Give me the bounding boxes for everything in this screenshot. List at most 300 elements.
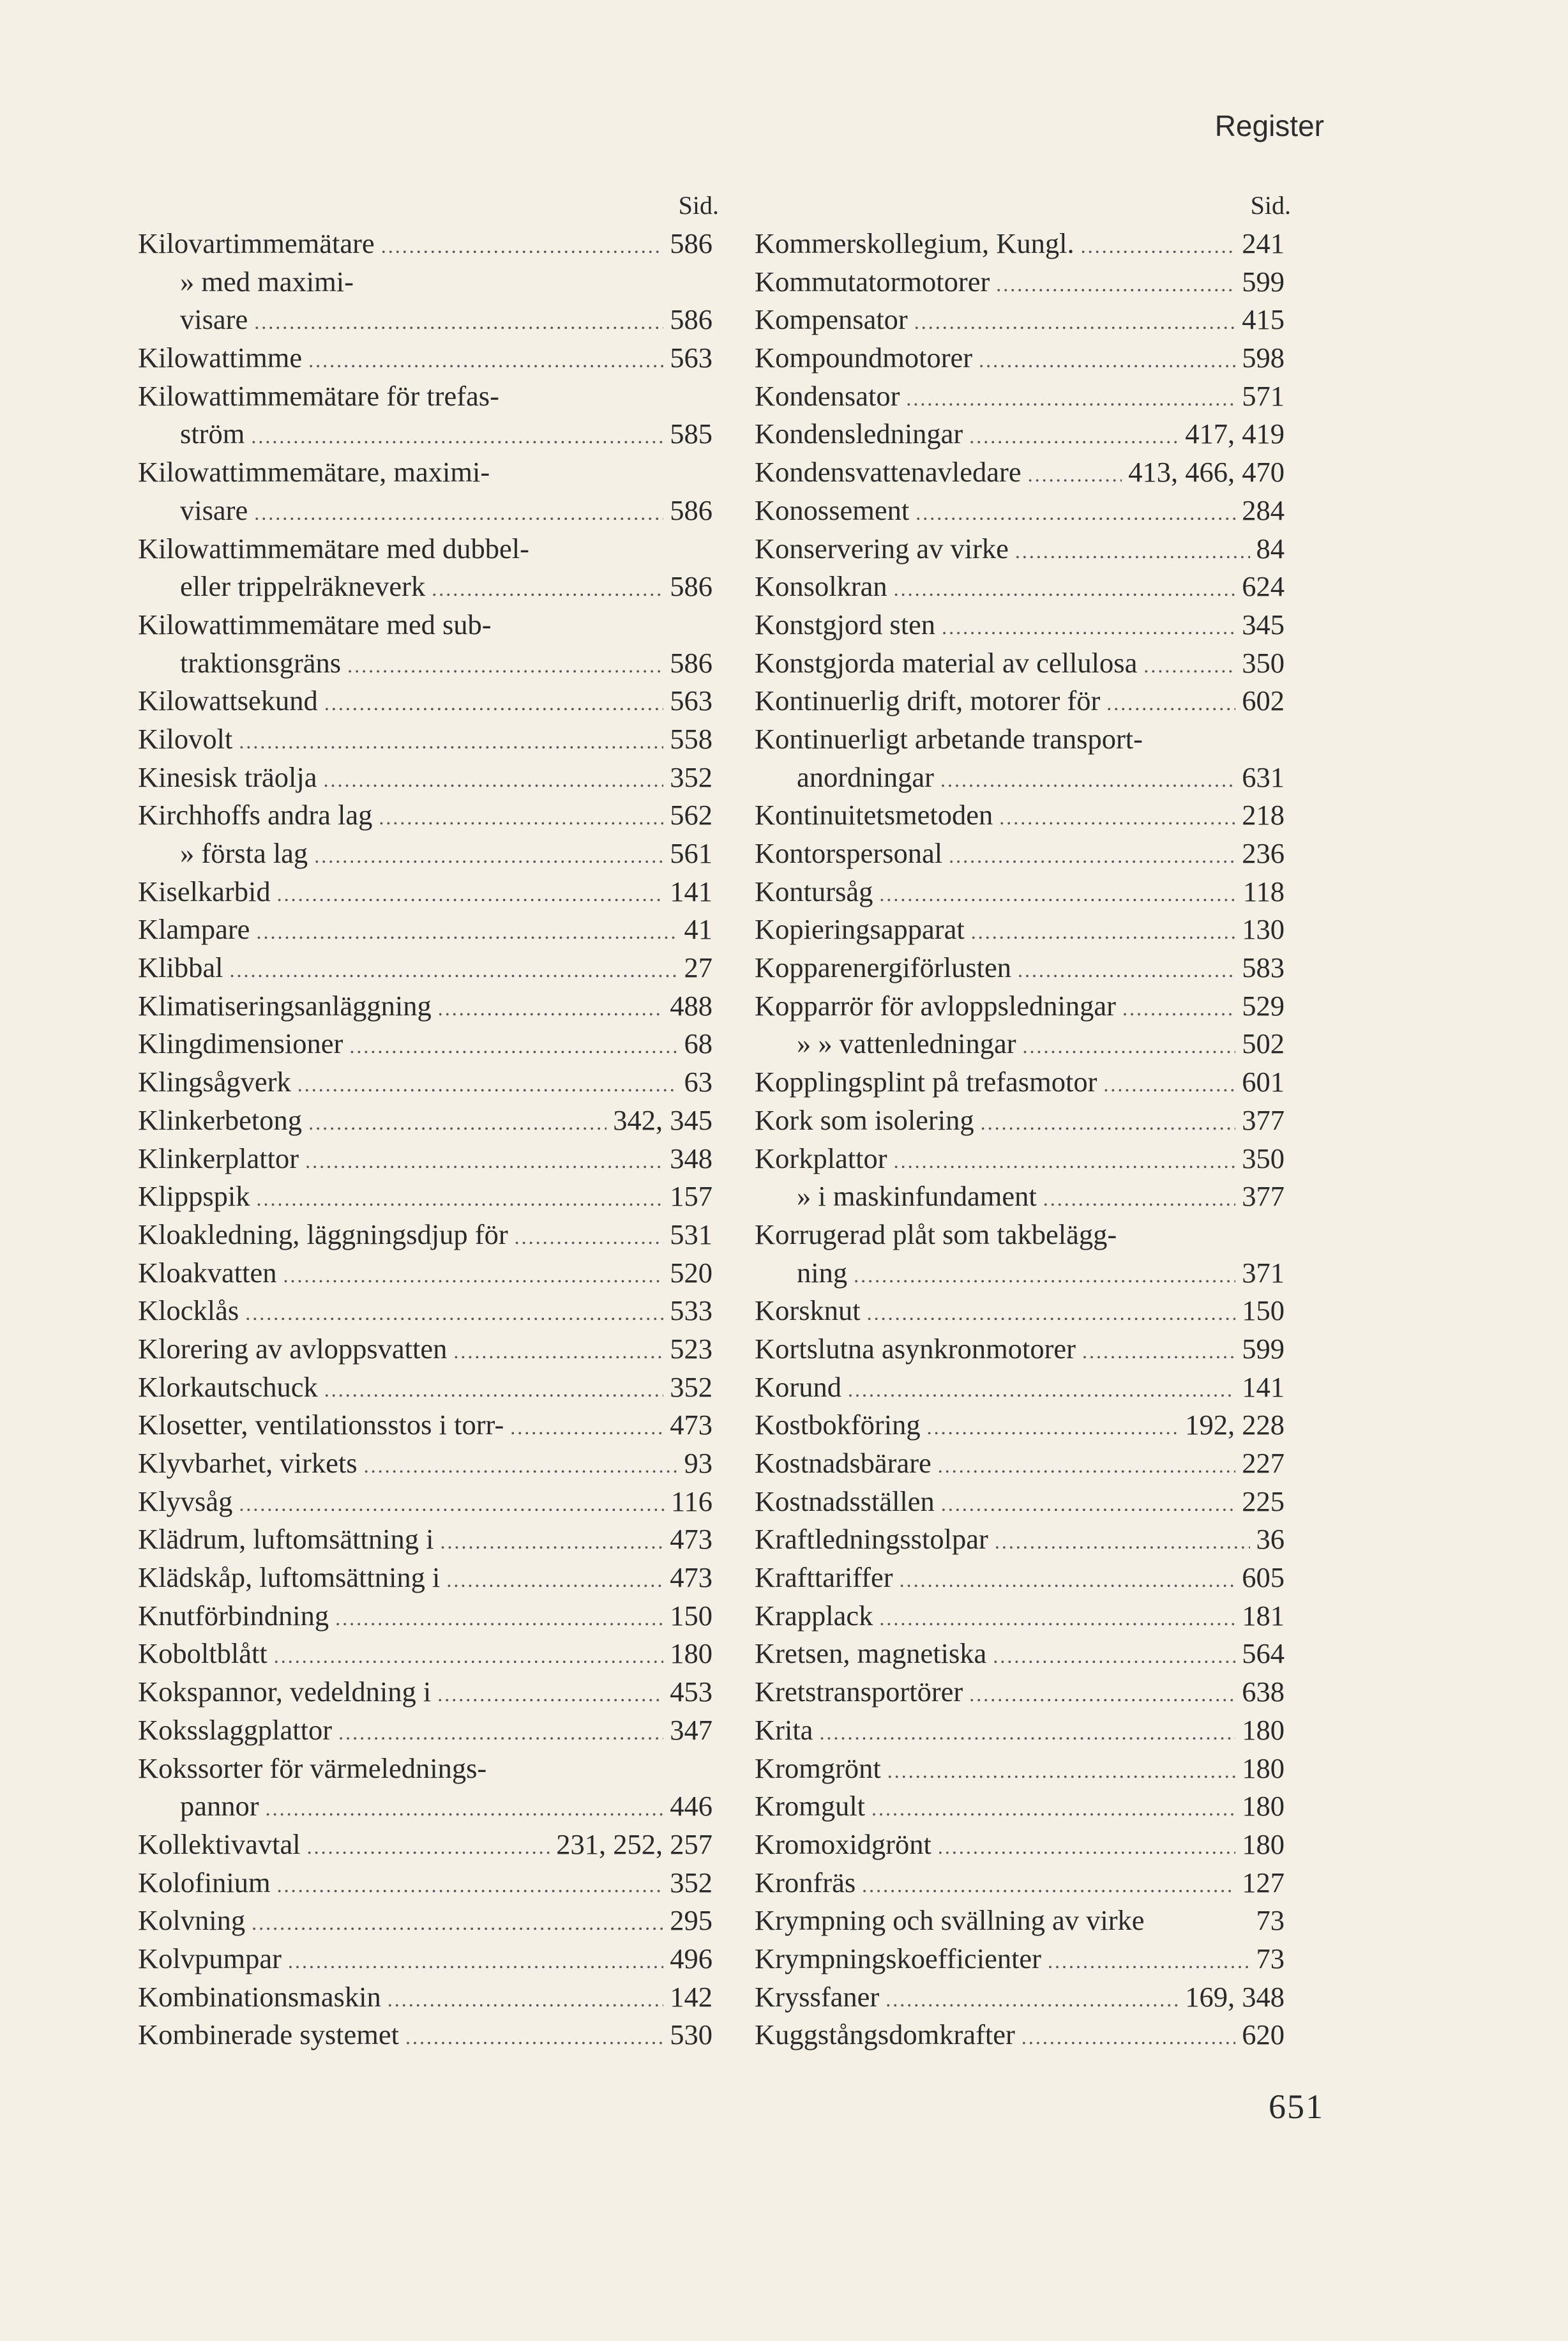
dot-leader [894,1142,1236,1181]
index-term: Kommutatormotorer [755,265,990,298]
index-page-ref: 638 [1242,1676,1285,1708]
index-term: Kostnadsbärare [755,1447,931,1479]
index-entry [755,1406,1285,1444]
index-page-ref: 231, 252, 257 [556,1828,712,1860]
index-entry [755,1635,1285,1673]
index-term: Klimatiseringsanläggning [138,989,432,1022]
dot-leader [324,685,663,723]
index-entry [138,339,712,377]
page-column-label: Sid. [1250,191,1291,220]
index-entry [138,1826,712,1864]
index-entry [138,530,712,568]
dot-leader [1106,685,1235,723]
dot-leader [1082,1333,1235,1371]
dot-leader [996,266,1235,304]
index-column-left [138,186,719,2054]
index-page-ref: 180 [1242,1752,1285,1784]
index-page-ref: 520 [670,1256,712,1289]
index-term: Kuggstångsdomkrafter [755,2019,1015,2051]
index-page-ref: 41 [684,913,712,946]
index-term: Kopplingsplint på trefasmotor [755,1066,1097,1098]
index-page-ref: 241 [1242,227,1285,259]
dot-leader [1023,1027,1236,1066]
index-entry [138,1483,712,1521]
index-term: Kombinerade systemet [138,2019,400,2051]
index-entry [138,1978,712,2017]
index-entry [138,1025,712,1063]
dot-leader [288,1943,663,1981]
index-entry [138,796,712,835]
index-term: Konservering av virke [755,532,1009,564]
index-entry [138,1216,712,1254]
index-page-ref: 586 [670,646,712,679]
index-term: ström [180,418,245,450]
index-term: visare [180,303,248,336]
index-term: Klädrum, luftomsättning i [138,1523,434,1556]
index-page-ref: 345 [1242,608,1285,640]
dot-leader [254,303,663,342]
index-entry [755,911,1285,949]
index-entry [755,1750,1285,1788]
index-term: Klocklås [138,1294,239,1327]
index-page-ref: 127 [1242,1866,1285,1898]
index-page-ref: 564 [1242,1637,1285,1670]
index-page-ref: 180 [1242,1828,1285,1860]
index-page-ref: 180 [1242,1713,1285,1746]
index-page-ref: 605 [1242,1561,1285,1594]
index-entry [138,1750,712,1788]
dot-leader [256,913,677,951]
index-term: Kloakledning, läggningsdjup för [138,1218,508,1250]
index-page-ref: 561 [670,837,712,869]
index-page-ref: 236 [1242,837,1285,869]
index-page-ref: 446 [670,1790,712,1822]
index-term: » med maximi- [180,265,354,298]
dot-leader [349,1027,677,1066]
index-page-ref: 227 [1242,1447,1285,1479]
index-term: Kilovartimmemätare [138,227,375,259]
dot-leader [347,647,663,685]
index-page-ref: 73 [1256,1942,1285,1974]
index-page-ref: 533 [670,1294,712,1327]
dot-leader [927,1409,1179,1447]
dot-leader [283,1257,663,1295]
index-term: Kostbokföring [755,1409,921,1441]
index-term: Korund [755,1370,841,1403]
index-term: Kinesisk träolja [138,761,317,793]
index-page-ref: 352 [670,1370,712,1403]
index-term: ning [797,1256,848,1289]
dot-leader [266,1790,664,1828]
index-term: Kollektivavtal [138,1828,301,1860]
dot-leader [1028,456,1122,494]
index-term: Kokssorter för värmelednings- [138,1752,487,1784]
dot-leader [993,1637,1235,1676]
index-entry [755,949,1285,987]
dot-leader [1021,2019,1235,2057]
index-page-ref: 583 [1242,951,1285,984]
dot-leader [257,1180,664,1218]
dot-leader [324,1371,663,1409]
index-term: Kilowattsekund [138,685,318,717]
index-entry [755,1178,1285,1216]
dot-leader [1043,1180,1236,1218]
index-page-ref: 192, 228 [1185,1409,1285,1441]
index-term: Kloakvatten [138,1256,277,1289]
index-entry [138,1292,712,1330]
dot-leader [871,1790,1235,1828]
dot-leader [314,837,663,875]
index-term: Kretstransportörer [755,1676,963,1708]
dot-leader [251,418,663,456]
index-page-ref: 413, 466, 470 [1128,456,1285,489]
dot-leader [979,342,1235,380]
index-page-ref: 417, 419 [1185,418,1285,450]
index-entry [138,644,712,683]
index-term: Kontinuerlig drift, motorer för [755,685,1101,717]
index-term: Kombinationsmaskin [138,1980,381,2013]
index-page-ref: 169, 348 [1185,1980,1285,2013]
index-page-ref: 352 [670,761,712,793]
index-entry [138,453,712,492]
index-entry [755,1673,1285,1711]
index-page-ref: 602 [1242,685,1285,717]
index-entry [138,1368,712,1407]
index-page-ref: 586 [670,570,712,603]
page-column-label: Sid. [678,191,719,220]
dot-leader [388,1981,664,2019]
dot-leader [438,990,663,1028]
index-page-ref: 141 [1242,1370,1285,1403]
index-term: Kondensledningar [755,418,963,450]
index-page-ref: 530 [670,2019,712,2051]
dot-leader [239,723,663,761]
index-term: Kilowattimmemätare med dubbel- [138,532,529,564]
index-entry [138,1102,712,1140]
index-entry [138,492,712,530]
index-entry [755,1787,1285,1826]
index-entry [755,606,1285,644]
index-entry [755,682,1285,720]
dot-leader [1081,227,1236,266]
index-entry [755,492,1285,530]
index-entry [138,873,712,911]
index-entry [755,720,1285,759]
index-entry [138,835,712,873]
index-page-ref: 180 [670,1637,712,1670]
index-term: Kilowattimmemätare, maximi- [138,456,490,489]
index-term: Kraftledningsstolpar [755,1523,988,1556]
index-term: Kopparrör för avloppsledningar [755,989,1116,1022]
index-term: Kirchhoffs andra lag [138,799,373,831]
index-term: Krympning och svällning av virke [755,1904,1145,1937]
index-term: Kontorspersonal [755,837,943,869]
dot-leader [381,227,664,266]
dot-leader [239,1485,665,1524]
dot-leader [1122,990,1235,1028]
index-term: Kortslutna asynkronmotorer [755,1332,1076,1365]
index-page-ref: 599 [1242,1332,1285,1365]
index-page-ref: 488 [670,989,712,1022]
index-entry [138,1787,712,1826]
index-term: Klyvbarhet, virkets [138,1447,358,1479]
index-term: Kiselkarbid [138,875,271,907]
dot-leader [437,1676,663,1714]
index-column-right [755,186,1291,2054]
index-page-ref: 529 [1242,989,1285,1022]
index-term: Krapplack [755,1599,873,1632]
index-entry [755,987,1285,1026]
dot-leader [995,1523,1250,1561]
dot-leader [324,761,664,799]
dot-leader [971,913,1236,951]
index-entry [138,606,712,644]
index-term: Kopieringsapparat [755,913,965,946]
index-entry [138,225,712,263]
index-entry [755,1559,1285,1597]
dot-leader [510,1409,663,1447]
index-term: Kork som isolering [755,1103,974,1136]
index-term: » » vattenledningar [797,1027,1016,1060]
index-entry [755,1140,1285,1178]
dot-leader [938,1828,1235,1867]
dot-leader [879,1600,1235,1638]
index-term: Klädskåp, luftomsättning i [138,1561,441,1594]
index-entry [138,1635,712,1673]
index-entry [755,1102,1285,1140]
index-term: pannor [180,1790,259,1822]
index-entry [138,2016,712,2054]
index-page-ref: 624 [1242,570,1285,603]
index-term: Kromoxidgrönt [755,1828,931,1860]
index-page-ref: 27 [684,951,712,984]
index-page-ref: 571 [1242,379,1285,412]
index-term: Kilowattimme [138,342,303,374]
index-entry [755,1483,1285,1521]
dot-leader [894,570,1236,609]
dot-leader [1103,1066,1235,1104]
dot-leader [515,1218,664,1257]
index-entry [138,1673,712,1711]
index-entry [138,415,712,453]
index-term: Kommerskollegium, Kungl. [755,227,1074,259]
index-entry [138,987,712,1026]
dot-leader [1018,951,1235,990]
index-entry [138,682,712,720]
index-rows-left [138,225,712,2054]
index-page-ref: 371 [1242,1256,1285,1289]
dot-leader [854,1257,1235,1295]
index-entry [755,1902,1285,1940]
index-term: Kromgult [755,1790,866,1822]
dot-leader [254,494,663,533]
dot-leader [364,1447,678,1485]
index-page-ref: 473 [670,1409,712,1441]
index-term: Kompensator [755,303,908,336]
index-page-ref: 502 [1242,1027,1285,1060]
dot-leader [229,951,677,990]
dot-leader [1015,533,1250,571]
dot-leader [819,1714,1235,1752]
dot-leader [900,1561,1236,1600]
index-page-ref: 523 [670,1332,712,1365]
index-page-ref: 631 [1242,761,1285,793]
index-term: Kilowattimmemätare med sub- [138,608,492,640]
index-entry [138,1330,712,1368]
dot-leader [298,1066,678,1104]
index-entry [755,568,1285,606]
index-page-ref: 295 [670,1904,712,1937]
index-term: Koksslaggplattor [138,1713,333,1746]
index-entry [138,1864,712,1902]
index-entry [755,835,1285,873]
index-page-ref: 562 [670,799,712,831]
index-term: Kontursåg [755,875,873,907]
dot-leader [1143,647,1235,685]
index-page-ref: 348 [670,1142,712,1174]
index-page-ref: 284 [1242,494,1285,526]
index-page-ref: 116 [670,1485,712,1517]
index-entry [138,759,712,797]
index-term: Kontinuerligt arbetande transport- [755,722,1143,755]
index-page-ref: 352 [670,1866,712,1898]
index-term: Kryssfaner [755,1980,880,2013]
index-term: Klingsågverk [138,1066,291,1098]
index-term: Kolvning [138,1904,246,1937]
index-term: Konstgjorda material av cellulosa [755,646,1138,679]
index-term: Kondensvattenavledare [755,456,1021,489]
index-entry [138,1597,712,1635]
page-number: 651 [1269,2087,1324,2126]
index-entry [755,339,1285,377]
index-term: Korkplattor [755,1142,887,1174]
index-entry [138,911,712,949]
dot-leader [307,1828,550,1867]
index-entry [755,1826,1285,1864]
index-term: » i maskinfundament [797,1180,1037,1213]
dot-leader [941,1485,1235,1524]
index-term: Kromgrönt [755,1752,881,1784]
index-entry [138,377,712,416]
index-page-ref: 586 [670,227,712,259]
index-page-ref: 93 [684,1447,712,1479]
index-page-ref: 453 [670,1676,712,1708]
index-page-ref: 558 [670,722,712,755]
index-entry [138,301,712,339]
index-term: Klippspik [138,1180,250,1213]
dot-leader [277,875,664,914]
index-page-ref: 415 [1242,303,1285,336]
index-term: Klibbal [138,951,223,984]
index-rows-right [755,225,1285,2054]
index-page-ref: 563 [670,685,712,717]
dot-leader [862,1867,1235,1905]
index-entry [755,1330,1285,1368]
dot-leader [446,1561,663,1600]
index-page-ref: 150 [670,1599,712,1632]
index-entry [755,1520,1285,1559]
index-page-ref: 218 [1242,799,1285,831]
index-entry [755,644,1285,683]
dot-leader [879,875,1237,914]
index-page-ref: 84 [1256,532,1285,564]
index-term: Klingdimensioner [138,1027,343,1060]
index-page-ref: 350 [1242,646,1285,679]
index-term: Kilovolt [138,722,233,755]
dot-leader [335,1600,663,1638]
index-page-ref: 130 [1242,913,1285,946]
index-term: anordningar [797,761,935,793]
dot-leader [308,1104,607,1142]
index-page-ref: 118 [1242,875,1285,907]
index-term: Klorering av avloppsvatten [138,1332,448,1365]
index-page-ref: 586 [670,494,712,526]
index-page-ref: 377 [1242,1180,1285,1213]
index-page-ref: 598 [1242,342,1285,374]
index-term: Korrugerad plåt som takbelägg- [755,1218,1117,1250]
index-entry [138,1711,712,1750]
index-page-ref: 68 [684,1027,712,1060]
index-entry [138,1902,712,1940]
index-page-ref: 157 [670,1180,712,1213]
index-entry [755,1597,1285,1635]
index-entry [138,1140,712,1178]
dot-leader [277,1867,664,1905]
index-page-ref: 36 [1256,1523,1285,1556]
index-term: Krafttariffer [755,1561,893,1594]
index-page-ref: 585 [670,418,712,450]
index-entry [755,530,1285,568]
index-entry [755,377,1285,416]
index-term: Klyvsåg [138,1485,233,1517]
index-term: traktionsgräns [180,646,342,679]
index-page-ref: 142 [670,1980,712,2013]
index-page-ref: 63 [684,1066,712,1098]
index-page-ref: 586 [670,303,712,336]
dot-leader [942,609,1235,647]
index-entry [755,1025,1285,1063]
dot-leader [981,1104,1236,1142]
index-entry [138,568,712,606]
index-entry [755,1063,1285,1102]
index-term: Kretsen, magnetiska [755,1637,987,1670]
index-term: visare [180,494,248,526]
dot-leader [405,2019,663,2057]
dot-leader [245,1294,663,1333]
index-entry [138,1063,712,1102]
dot-leader [969,1676,1235,1714]
index-page-ref: 141 [670,875,712,907]
dot-leader [308,342,663,380]
index-page-ref: 599 [1242,265,1285,298]
index-term: Koboltblått [138,1637,268,1670]
index-entry [755,1444,1285,1483]
index-entry [755,1368,1285,1407]
dot-leader [916,494,1235,533]
index-entry [755,759,1285,797]
dot-leader [969,418,1179,456]
index-page-ref: 601 [1242,1066,1285,1098]
index-entry [138,1406,712,1444]
index-entry [138,1178,712,1216]
index-term: Kronfräs [755,1866,856,1898]
dot-leader [867,1294,1236,1333]
index-entry [755,873,1285,911]
dot-leader [887,1752,1235,1791]
index-term: Kontinuitetsmetoden [755,799,993,831]
dot-leader [441,1523,664,1561]
dot-leader [252,1904,663,1943]
